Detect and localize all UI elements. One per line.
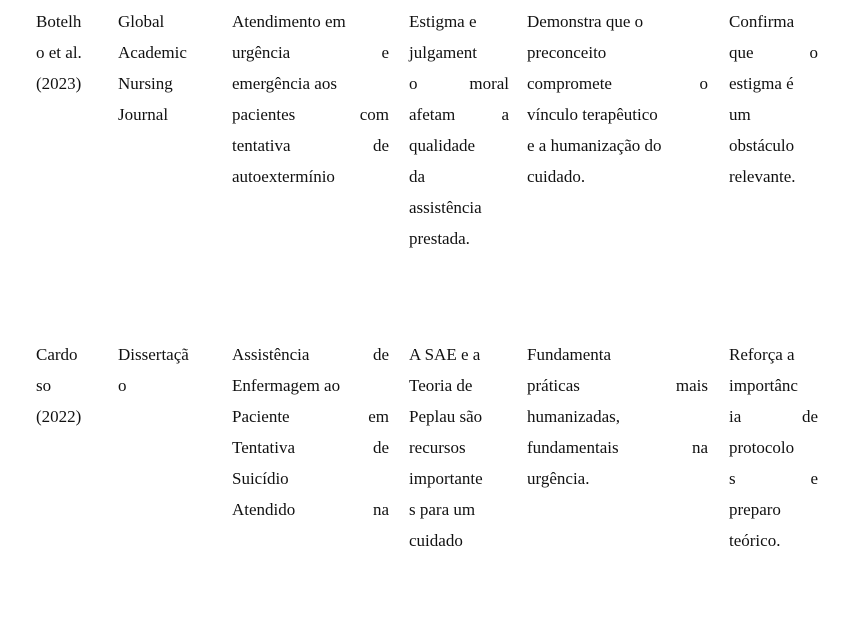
cell-line: [729, 161, 818, 192]
cell-line: [409, 463, 509, 494]
word: Teoria de: [409, 376, 473, 395]
cell-line: [409, 37, 509, 68]
word: urgência.: [527, 469, 590, 488]
word: e: [810, 469, 818, 488]
word: da: [409, 167, 426, 186]
word: o: [699, 74, 708, 93]
word: o: [409, 74, 418, 93]
cell-line: (2023): [36, 74, 82, 93]
conclusion-cell: [729, 339, 818, 556]
word: Atendido: [232, 500, 296, 519]
word: de: [801, 407, 818, 426]
source-cell: [118, 6, 214, 130]
word: vínculo terapêutico: [527, 105, 658, 124]
cell-line: Botelh: [36, 12, 82, 31]
contribution-cell: [527, 6, 708, 192]
cell-line: [729, 432, 818, 463]
author-cell: [36, 6, 100, 99]
cell-line: [729, 525, 818, 556]
word: tentativa: [232, 136, 291, 155]
cell-line: Dissertaçã: [118, 345, 189, 364]
word: e: [381, 43, 389, 62]
source-cell: [118, 339, 214, 401]
word: teórico.: [729, 531, 781, 550]
cell-line: Academic: [118, 43, 187, 62]
cell-line: so: [36, 376, 52, 395]
cell-line: [729, 463, 818, 494]
word: na: [691, 438, 708, 457]
cell-line: [232, 494, 389, 525]
cell-line: [232, 370, 389, 401]
cell-line: [729, 494, 818, 525]
word: fundamentais: [527, 438, 619, 457]
cell-line: [409, 432, 509, 463]
cell-line: Journal: [118, 105, 169, 124]
cell-line: [527, 339, 708, 370]
cell-line: [409, 339, 509, 370]
finding-cell: [409, 339, 509, 556]
word: cuidado.: [527, 167, 586, 186]
cell-line: [527, 68, 708, 99]
word: a: [501, 105, 509, 124]
cell-line: [729, 401, 818, 432]
cell-line: Global: [118, 12, 165, 31]
word: preparo: [729, 500, 781, 519]
word: compromete: [527, 74, 612, 93]
cell-line: [527, 99, 708, 130]
contribution-cell: [527, 339, 708, 494]
table-row: [0, 333, 857, 622]
cell-line: [527, 370, 708, 401]
word: protocolo: [729, 438, 795, 457]
cell-line: [232, 68, 389, 99]
word: de: [372, 345, 389, 364]
cell-line: [729, 37, 818, 68]
cell-line: [409, 6, 509, 37]
cell-line: [729, 6, 818, 37]
cell-line: [729, 68, 818, 99]
word: preconceito: [527, 43, 607, 62]
context-cell: [232, 6, 389, 192]
cell-line: [232, 6, 389, 37]
cell-line: Nursing: [118, 74, 173, 93]
word: com: [359, 105, 389, 124]
word: s: [729, 469, 736, 488]
word: Reforça a: [729, 345, 795, 364]
cell-line: o: [118, 376, 127, 395]
cell-line: [409, 525, 509, 556]
cell-line: [409, 68, 509, 99]
word: ia: [729, 407, 742, 426]
cell-line: [409, 161, 509, 192]
author-cell: [36, 339, 100, 432]
word: A SAE e a: [409, 345, 481, 364]
cell-line: [409, 223, 509, 254]
word: práticas: [527, 376, 580, 395]
word: autoextermínio: [232, 167, 335, 186]
cell-line: [729, 339, 818, 370]
cell-line: [409, 192, 509, 223]
word: s para um: [409, 500, 476, 519]
cell-line: [232, 463, 389, 494]
word: Estigma e: [409, 12, 477, 31]
cell-line: [729, 370, 818, 401]
word: estigma é: [729, 74, 794, 93]
cell-line: [232, 99, 389, 130]
word: obstáculo: [729, 136, 795, 155]
word: qualidade: [409, 136, 476, 155]
word: importânc: [729, 376, 798, 395]
cell-line: [729, 99, 818, 130]
word: pacientes: [232, 105, 296, 124]
word: recursos: [409, 438, 466, 457]
word: mais: [675, 376, 708, 395]
word: importante: [409, 469, 483, 488]
word: Enfermagem ao: [232, 376, 341, 395]
cell-line: [527, 6, 708, 37]
word: Atendimento em: [232, 12, 346, 31]
cell-line: [409, 370, 509, 401]
cell-line: [527, 463, 708, 494]
word: emergência aos: [232, 74, 337, 93]
cell-line: [232, 401, 389, 432]
word: relevante.: [729, 167, 796, 186]
cell-line: Cardo: [36, 345, 78, 364]
cell-line: [232, 432, 389, 463]
finding-cell: [409, 6, 509, 254]
cell-line: [409, 99, 509, 130]
word: assistência: [409, 198, 482, 217]
word: um: [729, 105, 751, 124]
word: Confirma: [729, 12, 795, 31]
word: na: [372, 500, 389, 519]
cell-line: [527, 401, 708, 432]
word: que: [729, 43, 754, 62]
word: julgament: [409, 43, 477, 62]
word: urgência: [232, 43, 291, 62]
cell-line: [527, 432, 708, 463]
word: de: [372, 438, 389, 457]
word: o: [809, 43, 818, 62]
cell-line: [527, 37, 708, 68]
word: Fundamenta: [527, 345, 612, 364]
cell-line: [527, 161, 708, 192]
cell-line: [232, 161, 389, 192]
cell-line: [729, 130, 818, 161]
cell-line: [232, 339, 389, 370]
word: cuidado: [409, 531, 463, 550]
word: humanizadas,: [527, 407, 620, 426]
word: prestada.: [409, 229, 470, 248]
word: de: [372, 136, 389, 155]
word: em: [368, 407, 389, 426]
word: moral: [469, 74, 509, 93]
cell-line: (2022): [36, 407, 82, 426]
word: afetam: [409, 105, 456, 124]
cell-line: o et al.: [36, 43, 82, 62]
cell-line: [409, 401, 509, 432]
word: Suicídio: [232, 469, 289, 488]
word: e a humanização do: [527, 136, 662, 155]
cell-line: [232, 37, 389, 68]
conclusion-cell: [729, 6, 818, 192]
word: Demonstra que o: [527, 12, 644, 31]
cell-line: [232, 130, 389, 161]
cell-line: [409, 130, 509, 161]
cell-line: [527, 130, 708, 161]
word: Tentativa: [232, 438, 296, 457]
word: Peplau são: [409, 407, 483, 426]
cell-line: [409, 494, 509, 525]
word: Paciente: [232, 407, 290, 426]
word: Assistência: [232, 345, 310, 364]
context-cell: [232, 339, 389, 525]
